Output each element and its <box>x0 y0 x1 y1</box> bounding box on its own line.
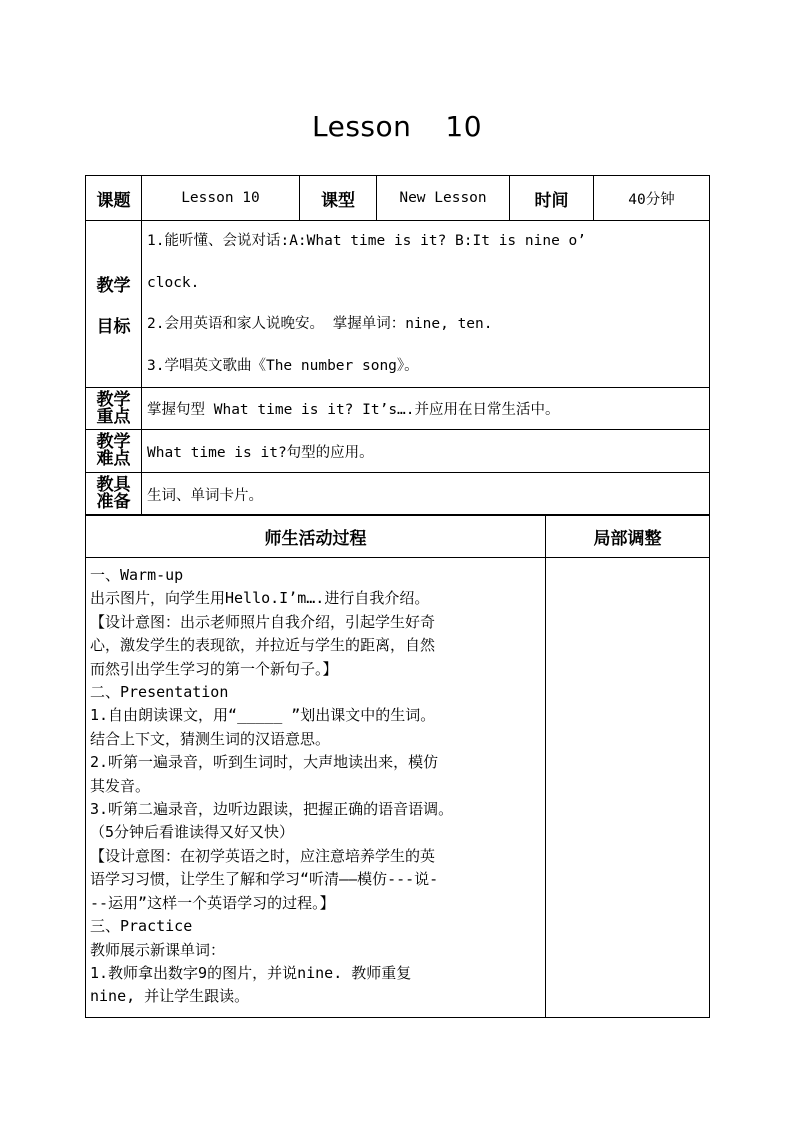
key-points-label-2: 重点 <box>96 406 131 427</box>
process-line: 出示图片，向学生用Hello.I’m….进行自我介绍。 <box>90 589 430 608</box>
materials-label-1: 教具 <box>96 475 131 495</box>
goal-line: 2.会用英语和家人说晚安。 掌握单词：nine, ten. <box>147 316 493 332</box>
type-value: New Lesson <box>377 176 510 221</box>
materials-label-2: 准备 <box>96 492 131 512</box>
adjustment-cell <box>546 558 710 1018</box>
key-points-label-1: 教学 <box>96 389 131 410</box>
process-line: 而然引出学生学习的第一个新句子。】 <box>90 659 338 678</box>
process-line: 三、Practice <box>90 917 193 936</box>
materials-text: 生词、单词卡片。 <box>142 473 710 516</box>
process-line: （5分钟后看谁读得又好又快） <box>90 823 295 842</box>
time-value: 40分钟 <box>594 176 710 221</box>
materials-row <box>86 473 710 516</box>
process-line: 心，激发学生的表现欲，并拉近与学生的距离，自然 <box>90 636 436 655</box>
title-number: 10 <box>445 110 483 143</box>
goals-label <box>86 221 142 388</box>
topic-label: 课题 <box>86 176 142 221</box>
process-line: 2.听第一遍录音，听到生词时，大声地读出来，模仿 <box>90 753 439 772</box>
process-line: 教师展示新课单词： <box>90 940 226 959</box>
process-table <box>85 514 710 1018</box>
process-line: 3.听第二遍录音，边听边跟读，把握正确的语音语调。 <box>90 800 454 819</box>
process-header-main: 师生活动过程 <box>86 515 546 558</box>
process-header-side: 局部调整 <box>546 515 710 558</box>
page-title <box>0 110 794 143</box>
difficulties-row <box>86 430 710 473</box>
time-label: 时间 <box>510 176 594 221</box>
process-body-row <box>86 558 710 1018</box>
goals-label-1: 教学 <box>96 276 131 296</box>
key-points-label <box>86 388 142 430</box>
process-line: 【设计意图：在初学英语之时，应注意培养学生的英 <box>90 846 436 865</box>
difficulties-label-1: 教学 <box>96 432 131 452</box>
process-line: 一、Warm-up <box>90 566 184 584</box>
key-points-text: 掌握句型 What time is it? It’s….并应用在日常生活中。 <box>142 388 710 430</box>
difficulties-text: What time is it?句型的应用。 <box>142 430 710 473</box>
process-line: --运用”这样一个英语学习的过程。】 <box>90 893 335 912</box>
materials-label <box>86 473 142 516</box>
process-line: 结合上下文，猜测生词的汉语意思。 <box>90 729 331 748</box>
goal-line: 1.能听懂、会说对话:A:What time is it? B:It is nine o’ <box>147 233 586 249</box>
process-content <box>86 558 546 1018</box>
lesson-info-table <box>85 175 710 516</box>
key-points-row <box>86 388 710 430</box>
info-row <box>86 176 710 221</box>
goal-line: 3.学唱英文歌曲《The number song》。 <box>147 357 419 374</box>
goals-content <box>142 221 710 388</box>
process-header-row <box>86 515 710 558</box>
difficulties-label <box>86 430 142 473</box>
title-word: Lesson <box>311 110 412 143</box>
process-line: 语学习习惯，让学生了解和学习“听清——模仿---说- <box>90 870 439 889</box>
goals-row <box>86 221 710 388</box>
type-label: 课型 <box>300 176 377 221</box>
process-line: nine, 并让学生跟读。 <box>90 987 250 1006</box>
process-line: 【设计意图：出示老师照片自我介绍，引起学生好奇 <box>90 612 436 631</box>
process-line: 二、Presentation <box>90 683 229 702</box>
goal-line: clock. <box>147 274 200 291</box>
process-line: 1.教师拿出数字9的图片，并说nine. 教师重复 <box>90 963 412 982</box>
process-line: 1.自由朗读课文，用“_____ ”划出课文中的生词。 <box>90 706 436 725</box>
topic-value: Lesson 10 <box>142 176 300 221</box>
difficulties-label-2: 难点 <box>96 449 131 469</box>
process-line: 其发音。 <box>90 776 151 795</box>
goals-label-2: 目标 <box>96 317 131 337</box>
